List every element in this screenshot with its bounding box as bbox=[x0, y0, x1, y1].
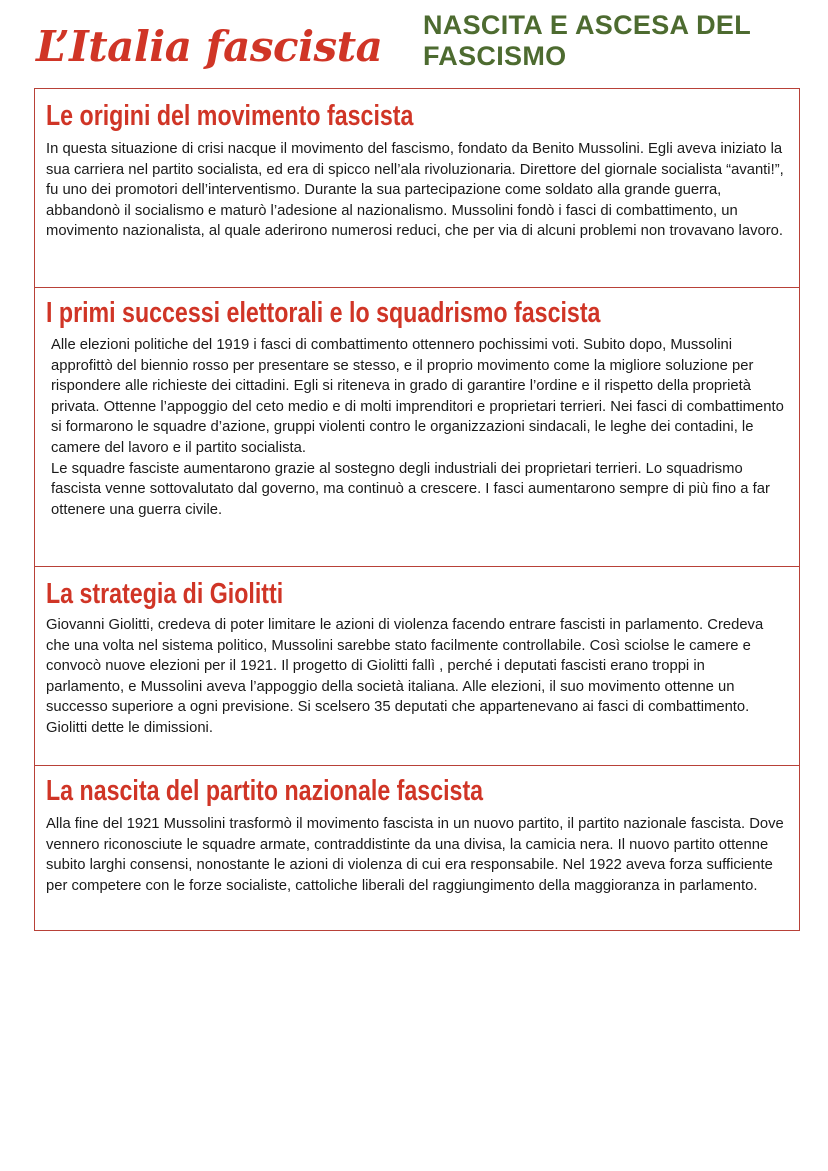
section-paragraph: Alle elezioni politiche del 1919 i fasci di combattimento ottennero pochissimi voti. Subito dopo, Mussolini approfittò del biennio rosso per presentare se stesso, e il proprio movimento come la migliore soluzione per rispondere alle richieste dei cittadini. Egli si riteneva in grado di garantire l’ordine e il rispetto della proprietà privata. Ottenne l’appoggio del ceto medio e di molti imprenditori e proprietari terrieri. Nei fasci di combattimento si formarono le squadre d’azione, gruppi violenti contro le organizzazioni sindacali, le leghe dei contadini, le camere del lavoro e il partito socialista. bbox=[51, 337, 784, 456]
content-box bbox=[34, 88, 800, 931]
page-title: L’Italia fascista bbox=[36, 22, 383, 71]
section-body: Giovanni Giolitti, credeva di poter limitare le azioni di violenza facendo entrare fascisti in parlamento. Credeva che una volta nel sistema politico, Mussolini sarebbe stato facilmente controllabile. Così sciolse le camere e convocò nuove elezioni per il 1921. Il progetto di Giolitti fallì , perché i deputati fascisti erano troppi in parlamento, e Mussolini aveva l’appoggio della società italiana. Alle elezioni, il suo movimento ottenne un successo superiore a ogni previsione. Si scelsero 35 deputati che appartenevano ai fasci di combattimento. Giolitti dette le dimissioni. bbox=[46, 617, 764, 736]
section-title: La strategia di Giolitti bbox=[46, 578, 284, 610]
section-primi-successi bbox=[35, 287, 799, 566]
page-subtitle bbox=[423, 10, 751, 72]
subtitle-line-1: NASCITA E ASCESA DEL bbox=[423, 10, 752, 40]
section-paragraph: Le squadre fasciste aumentarono grazie al sostegno degli industriali dei proprietari terrieri. Lo squadrismo fascista venne sottovalutato dal governo, ma continuò a crescere. I fasci aumentarono sempre di più fino a far ottenere una guerra civile. bbox=[51, 460, 770, 518]
subtitle-line-2: FASCISMO bbox=[423, 41, 567, 71]
section-title: I primi successi elettorali e lo squadrismo fascista bbox=[46, 297, 601, 329]
section-title: Le origini del movimento fascista bbox=[46, 100, 414, 132]
section-origini bbox=[35, 89, 799, 287]
section-partito-nazionale bbox=[35, 765, 799, 930]
section-body: Alla fine del 1921 Mussolini trasformò il movimento fascista in un nuovo partito, il partito nazionale fascista. Dove vennero riconosciute le squadre armate, contraddistinte da una divisa, la camicia nera. Il nuovo partito ottenne subito larghi consensi, nonostante le azioni di violenza di cui era responsabile. Nel 1922 aveva forza sufficiente per competere con le forze socialiste, cattoliche liberali del raggiungimento della maggioranza in parlamento. bbox=[46, 816, 784, 894]
section-body: In questa situazione di crisi nacque il movimento del fascismo, fondato da Benito Mussolini. Egli aveva iniziato la sua carriera nel partito socialista, ed era di spicco nell’ala rivoluzionaria. Direttore del giornale socialista “avanti!”, fu uno dei promotori dell’interventismo. Durante la sua partecipazione come soldato alla grande guerra, abbandonò il socialismo e maturò l’adesione al nazionalismo. Mussolini fondò i fasci di combattimento, un movimento nazionalista, al quale aderirono numerosi reduci, che per via di alcuni problemi non trovavano lavoro. bbox=[46, 141, 784, 240]
section-body bbox=[46, 335, 787, 520]
section-title: La nascita del partito nazionale fascista bbox=[46, 775, 484, 807]
section-strategia-giolitti bbox=[35, 566, 799, 765]
